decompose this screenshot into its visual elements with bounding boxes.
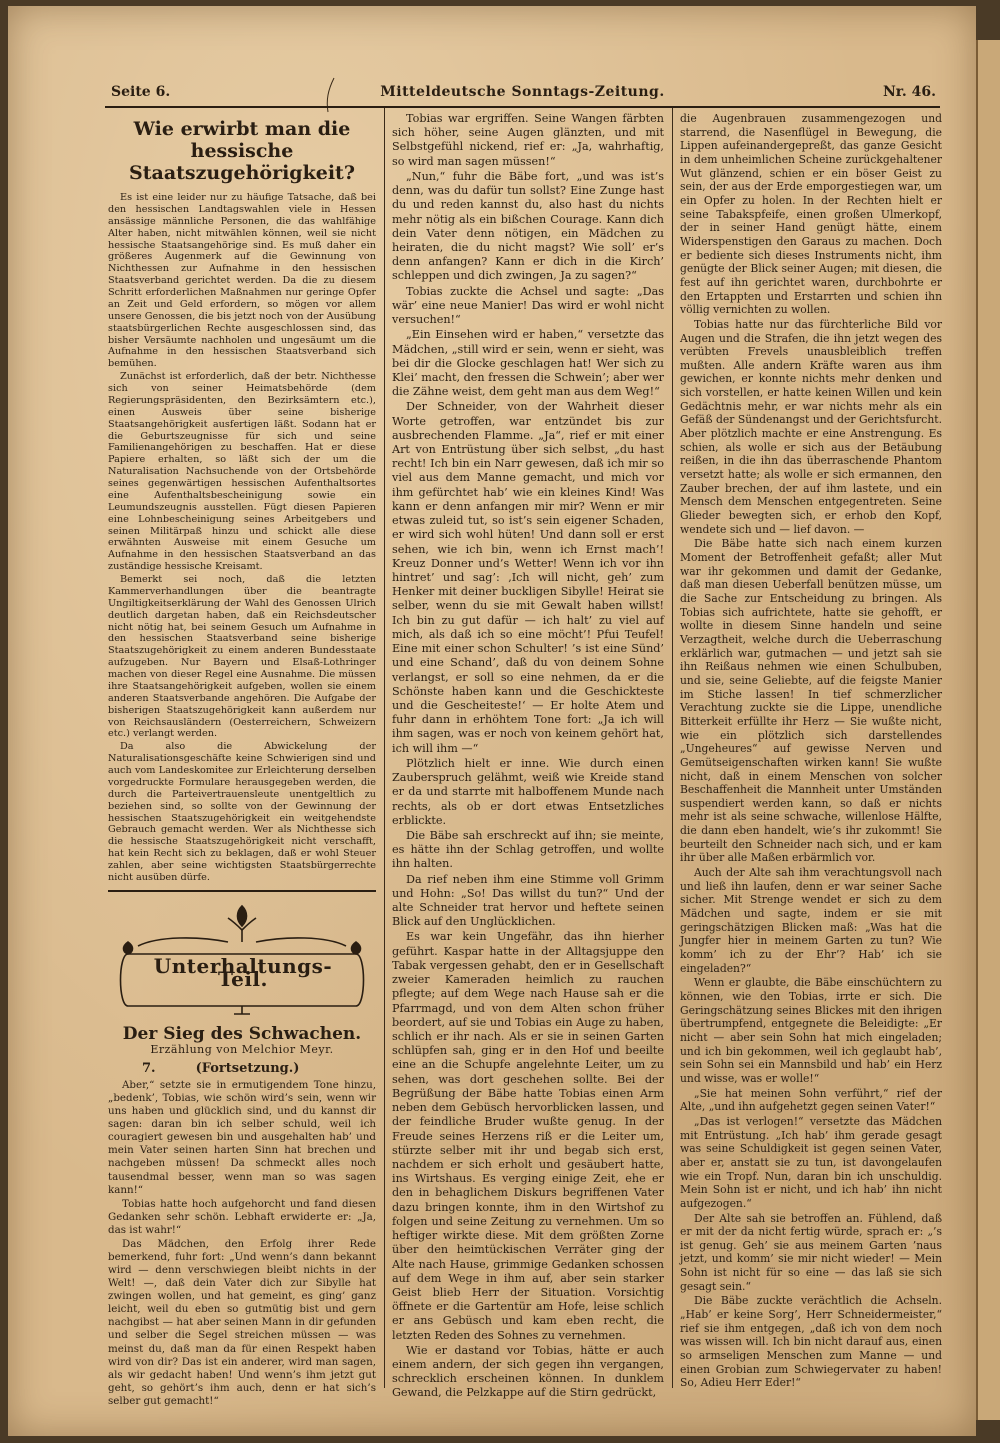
story-paragraph: Wenn er glaubte, die Bäbe einschüchtern zu können, wie den Tobias, irrte er sich. Die Geringschätzung seines Blickes mit den ihrigen übertrumpfend, entgegnete die Beleidigte: „Er nicht — aber sein Sohn hat mich eingeladen; und ich bin gekommen, weil ich geglaubt hab’, sein Sohn sei ein Mannsbild und hab’ ein Herz und wisse, was er wolle!“ — [680, 976, 942, 1085]
column-rule-1 — [384, 108, 385, 1388]
article-separator — [108, 890, 376, 892]
section-title: Unterhaltungs-Teil. — [153, 953, 333, 991]
article-paragraph: Bemerkt sei noch, daß die letzten Kammerverhandlungen über die beantragte Ungiltigkeitserklärung der Wahl des Genossen Ulrich deutlich dargetan haben, daß ein Reichsdeutscher nicht nötig hat, bei seinem Gesuch um Aufnahme in den hessischen Staatsverband seine bisherige Staatszugehörigkeit zu einem anderen Bundesstaate aufzugeben. Nur Bayern und Elsaß-Lothringer machen von dieser Regel eine Ausnahme. Die müssen ihre Staatsangehörigkeit aufgeben, wollen sie einem anderen Staatsverbande angehören. Die Aufgabe der bisherigen Staatszugehörigkeit kann außerdem nur von Reichsausländern (Oesterreichern, Schweizern etc.) verlangt werden. — [108, 574, 376, 740]
story-paragraph: Die Bäbe zuckte verächtlich die Achseln. „Hab’ er keine Sorg’, Herr Schneidermeister,“ rief sie ihm entgegen, „daß ich von dem noch was wissen will. Ich bin nicht darauf aus, einen so armseligen Menschen zum Manne — und einen Grobian zum Schwiegervater zu haben! So, Adieu Herr Eder!“ — [680, 1294, 942, 1390]
story-paragraph: Der Alte sah sie betroffen an. Fühlend, daß er mit der da nicht fertig würde, sprach er: „’s ist genug. Geh’ sie aus meinem Garten ’naus jetzt, und komm’ sie mir nicht wieder! — Mein Sohn ist nicht für so eine — das laß sie sich gesagt sein.“ — [680, 1211, 942, 1293]
continuation-note: (Fortsetzung.) — [195, 1060, 300, 1076]
article-body — [108, 192, 376, 884]
story-paragraph: Tobias hatte hoch aufgehorcht und fand diesen Gedanken sehr schön. Lebhaft erwiderte er: „Ja, das ist wahr!“ — [108, 1197, 376, 1236]
adjacent-page-edge — [976, 40, 1000, 1420]
story-title: Der Sieg des Schwachen. — [122, 1023, 362, 1044]
story-paragraph: „Sie hat meinen Sohn verführt,“ rief der Alte, „und ihn aufgehetzt gegen seinen Vater!“ — [680, 1086, 942, 1114]
header-rule — [105, 106, 940, 108]
story-paragraph: „Das ist verlogen!“ versetzte das Mädchen mit Entrüstung. „Ich hab’ ihm gerade gesagt was seine Schuldigkeit ist gegen seinen Vater, aber er, anstatt sie zu tun, ist davongelaufen wie ein Tropf. Nun, daran bin ich unschuldig. Mein Sohn ist er nicht, und ich hab’ ihn nicht aufgezogen.“ — [680, 1114, 942, 1210]
story-paragraph: Tobias zuckte die Achsel und sagte: „Das wär’ eine neue Manier! Das wird er wohl nicht versuchen!“ — [392, 284, 664, 327]
story-paragraph: Die Bäbe sah erschreckt auf ihn; sie meinte, es hätte ihn der Schlag getroffen, und wollte ihn halten. — [392, 828, 664, 871]
story-paragraph: „Ein Einsehen wird er haben,“ versetzte das Mädchen, „still wird er sein, wenn er sieht, was bei dir die Glocke geschlagen hat! Wer sich zu Klei’ macht, den fressen die Schwein’; aber wer die Zähne weist, dem geht man aus dem Weg!“ — [392, 328, 664, 399]
story-paragraph: Das Mädchen, den Erfolg ihrer Rede bemerkend, fuhr fort: „Und wenn’s dann bekannt wird — denn verschwiegen bleibt nichts in der Welt! —, daß dein Vater dich zur Sibylle hat zwingen wollen, und hat gemeint, es ging’ ganz leicht, weil du eben so gutmütig bist und gern nachgibst — hat aber seinen Mann in dir gefunden und selber die Segel streichen müssen — was meinst du, daß man da für einen Respekt haben wird von dir? Das ist ein anderer, wird man sagen, als wir gedacht haben! Und wenn’s ihm jetzt gut geht, so gehört’s ihm auch, denn er hat sich’s selber gut gemacht!“ — [108, 1237, 376, 1407]
article-paragraph: Da also die Abwickelung der Naturalisationsgeschäfte keine Schwierigen sind und auch vom Landeskomitee zur Erleichterung derselben vorgedruckte Formulare herausgegeben werden, die durch die Parteivertrauensleute unentgeltlich zu beziehen sind, so sollte von der Gewinnung der hessischen Staatszugehörigkeit ein weitgehendste Gebrauch gemacht werden. Wer als Nichthesse sich die hessische Staatszugehörigkeit nicht verschafft, hat kein Recht sich zu beklagen, daß er wohl Steuer zahlen, aber seine wichtigsten Staatsbürgerrechte nicht ausüben dürfe. — [108, 741, 376, 883]
column-1 — [108, 112, 376, 1409]
newspaper-title: Mitteldeutsche Sonntags-Zeitung. — [380, 84, 665, 100]
column-2 — [392, 112, 664, 1402]
page-label: Seite 6. — [111, 84, 171, 100]
story-paragraph: Plötzlich hielt er inne. Wie durch einen Zauberspruch gelähmt, weiß wie Kreide stand er da und starrte mit halboffenem Munde nach rechts, als ob er dort etwas Entsetzliches erblickte. — [392, 756, 664, 827]
story-paragraph: Wie er dastand vor Tobias, hätte er auch einem andern, der sich gegen ihn vergangen, schrecklich erscheinen können. In dunklem Gewand, die Pelzkappe auf die Stirn gedrückt, — [392, 1343, 664, 1400]
story-paragraph: Aber,“ setzte sie in ermutigendem Tone hinzu, „bedenk’, Tobias, wie schön wird’s sein, wenn wir uns haben und glücklich sind, und du kannst dir sagen: daran bin ich selber schuld, weil ich couragiert gewesen bin und ausgehalten hab’ und mein Vater seinen harten Sinn hat brechen und nachgeben müssen! Da schmeckt alles noch tausendmal besser, wenn man so was sagen kann!“ — [108, 1078, 376, 1196]
section-ornament — [108, 902, 376, 1022]
article-paragraph: Zunächst ist erforderlich, daß der betr. Nichthesse sich von seiner Heimatsbehörde (dem Regierungspräsidenten, den Bezirksämtern etc.), einen Ausweis über seine bisherige Staatsangehörigkeit ausfertigen läßt. Sodann hat er die Geburtszeugnisse für sich und seine Familienangehörigen zu beschaffen. Hat er diese Papiere erhalten, so läßt sich der um die Naturalisation Nachsuchende von der Ortsbehörde seines gegenwärtigen hessischen Aufenthaltsortes eine Aufenthaltsbescheinigung sowie ein Leumundszeugnis ausstellen. Fügt diesen Papieren eine Lohnbescheinigung seines Arbeitgebers und seinen Militärpaß hinzu und schickt alle diese erwähnten Ausweise mit einem Gesuche um Aufnahme in den hessischen Staatsverband an das zuständige hessische Kreisamt. — [108, 371, 376, 573]
story-paragraph: Auch der Alte sah ihm verachtungsvoll nach und ließ ihn laufen, denn er war seiner Sache sicher. Mit Strenge wendet er sich zu dem Mädchen und sagte, indem er sie mit geringschätzigen Blicken maß: „Was hat die Jungfer hier in meinem Garten zu tun? Wie komm’ ich zu der Ehr’? Hab’ ich sie eingeladen?“ — [680, 866, 942, 975]
story-paragraph: Die Bäbe hatte sich nach einem kurzen Moment der Betroffenheit gefaßt; aller Mut war ihr gekommen und damit der Gedanke, daß man diesen Ueberfall benützen müsse, um die Sache zur Entscheidung zu bringen. Als Tobias sich aufrichtete, hatte sie gehofft, er wollte in diesem Sinne handeln und seine Verzagtheit, welche durch die Ueberraschung erklärlich war, gutmachen — und jetzt sah sie ihn Reißaus nehmen wie einen Schulbuben, und sie, seine Geliebte, auf die feigste Manier im Stiche lassen! In tief schmerzlicher Verachtung zuckte sie die Lippe, unendliche Bitterkeit erfüllte ihr Herz — Sie wußte nicht, wie ein plötzlich sich darstellendes „Ungeheures“ auf gewisse Nerven und Gemütseigenschaften wirken kann! Sie wußte nicht, daß in einem Menschen von solcher Beschaffenheit die Mannheit unter Umständen suspendiert werden kann, so daß er nichts mehr ist als seine schwache, willenlose Hälfte, die dann eben handelt, wie’s ihr zukommt! Sie beurteilt den Schneider nach sich, und er kam ihr über alle Maßen erbärmlich vor. — [680, 537, 942, 865]
article-paragraph: Es ist eine leider nur zu häufige Tatsache, daß bei den hessischen Landtagswahlen viele in Hessen ansässige männliche Personen, die das wahlfähige Alter haben, nicht mitwählen können, weil sie nicht hessische Staatsangehörige sind. Es muß daher ein größeres Augenmerk auf die Gewinnung von Nichthessen zur Aufnahme in den hessischen Staatsverband gerichtet werden. Da die zu diesem Schritt erforderlichen Maßnahmen nur geringe Opfer an Zeit und Geld erfordern, so mögen vor allem unsere Genossen, die bis jetzt noch von der Ausübung staatsbürgerlichen Rechte ausgeschlossen sind, das bisher Versäumte nachholen und ungesäumt um die Aufnahme in den hessischen Staatsverband sich bemühen. — [108, 192, 376, 370]
story-paragraph: Tobias hatte nur das fürchterliche Bild vor Augen und die Strafen, die ihn jetzt wegen des verübten Frevels unausbleiblich treffen mußten. Alle andern Kräfte waren aus ihm gewichen, er konnte nichts mehr denken und sich vorstellen, er hatte keinen Willen und kein Gedächtnis mehr, er war nichts mehr als ein Gefäß der Sündenangst und der Gerichtsfurcht. Aber plötzlich machte er eine Anstrengung. Es schien, als wolle er sich aus der Betäubung reißen, in die ihn das überraschende Phantom versetzt hatte; als wolle er sich ermannen, den Zauber brechen, der auf ihm lastete, und ein Mensch dem Menschen entgegentreten. Seine Glieder bewegten sich, er erhob den Kopf, wendete sich und — lief davon. — — [680, 317, 942, 536]
column-3 — [680, 112, 942, 1391]
story-paragraph: Tobias war ergriffen. Seine Wangen färbten sich höher, seine Augen glänzten, und mit Selbstgefühl nickend, rief er: „Ja, wahrhaftig, so wird man sagen müssen!“ — [392, 112, 664, 168]
story-paragraph: Der Schneider, von der Wahrheit dieser Worte getroffen, war entzündet bis zur ausbrechenden Flamme. „Ja“, rief er mit einer Art von Entrüstung über sich selbst, „du hast recht! Ich bin ein Narr gewesen, daß ich mir so viel aus dem Manne gemacht, und mich vor ihm gefürchtet hab’ wie ein kleines Kind! Was kann er denn anfangen mir mir? Wenn er mir etwas zuleid tut, so ist’s sein eigener Schaden, er wird sich wohl hüten! Und dann soll er erst sehen, wie ich bin, wenn ich Ernst mach’! Kreuz Donner und’s Wetter! Wenn ich vor ihn hintret’ und sag’: ‚Ich will nicht, geh’ zum Henker mit deiner buckligen Sibylle! Heirat sie selber, wenn du sie mit Gewalt haben willst! Ich bin zu gut dafür — ich halt’ zu viel auf mich, als daß ich so eine möcht’! Pfui Teufel! Eine mit einer schon Schulter! ’s ist eine Sünd’ und eine Schand’, daß du von deinem Sohne verlangst, er soll so eine nehmen, da er die Schönste haben kann und die Geschickteste und die Gescheiteste!‘ — Er holte Atem und fuhr dann in erhöhtem Tone fort: „Ja ich will ihm sagen, was er noch von keinem gehört hat, ich will ihm —“ — [392, 400, 664, 755]
story-paragraph: Es war kein Ungefähr, das ihn hierher geführt. Kaspar hatte in der Alltagsjuppe den Tabak vergessen gehabt, den er in Gesellschaft zweier Kameraden heimlich zu rauchen pflegte; auf dem Wege nach Hause sah er die Pfarrmagd, und von dem Alten schon früher beordert, auf sie und Tobias ein Auge zu haben, schlich er ihr nach. Als er sie in seinen Garten schlüpfen sah, ging er in den Hof und beeilte eine an die Schupfe angelehnte Leiter, um zu sehen, was dort geschehen sollte. Bei der Begrüßung der Bäbe hatte Tobias einen Arm neben dem Gebüsch hervorblicken lassen, und der feindliche Bruder wußte genug. In der Freude seines Herzens riß er die Leiter um, stürzte selber mit ihr und begab sich erst, nachdem er sich erholt und gesäubert hatte, ins Wirtshaus. Es verging einige Zeit, ehe er den in behaglichem Diskurs begriffenen Vater dazu bringen konnte, ihm in den Wirtshof zu folgen und seine Zeitung zu vernehmen. Um so heftiger wirkte diese. Mit dem größten Zorne über den heimtückischen Verräter ging der Alte nach Hause, grimmige Gedanken schossen auf dem Wege in ihm auf, aber sein starker Geist blieb Herr der Situation. Vorsichtig öffnete er die Gartentür am Hofe, leise schlich er ans Gebüsch und kam eben recht, die letzten Reden des Sohnes zu vernehmen. — [392, 930, 664, 1342]
story-paragraph: „Nun,“ fuhr die Bäbe fort, „und was ist’s denn, was du dafür tun sollst? Eine Zunge hast du und reden kannst du, also hast du nichts mehr nötig als ein bißchen Courage. Kann dich dein Vater denn nötigen, ein Mädchen zu heiraten, die du nicht magst? Wie soll’ er’s denn anfangen? Kann er dich in die Kirch’ schleppen und dich zwingen, Ja zu sagen?“ — [392, 169, 664, 283]
column-rule-2 — [672, 108, 673, 1388]
story-paragraph: Da rief neben ihm eine Stimme voll Grimm und Hohn: „So! Das willst du tun?“ Und der alte Schneider trat hervor und heftete seinen Blick auf den Unglücklichen. — [392, 872, 664, 929]
story-author: Erzählung von Melchior Meyr. — [150, 1042, 334, 1056]
chapter-number: 7. — [142, 1060, 156, 1076]
chapter-line — [142, 1062, 376, 1075]
story-paragraph: die Augenbrauen zusammengezogen und starrend, die Nasenflügel in Bewegung, die Lippen aufeinandergepreßt, das ganze Gesicht in dem unheimlichen Scheine zurückgehaltener Wut glänzend, schien er ein böser Geist zu sein, der aus der Erde emporgestiegen war, um ein Opfer zu holen. In der Rechten hielt er seine Tabakspfeife, einen großen Ulmerkopf, der in seiner Hand genügt hätte, einem Widerspenstigen den Garaus zu machen. Doch er bediente sich dieses Instruments nicht, ihm genügte der Blick seiner Augen; mit diesen, die fest auf ihn gerichtet waren, durchbohrte er den Ertappten und Erstarrten und schien ihn völlig vernichten zu wollen. — [680, 112, 942, 317]
article-title: Wie erwirbt man die hessische Staatszugehörigkeit? — [129, 118, 355, 184]
issue-number: Nr. 46. — [883, 84, 936, 100]
page-header — [105, 82, 940, 104]
